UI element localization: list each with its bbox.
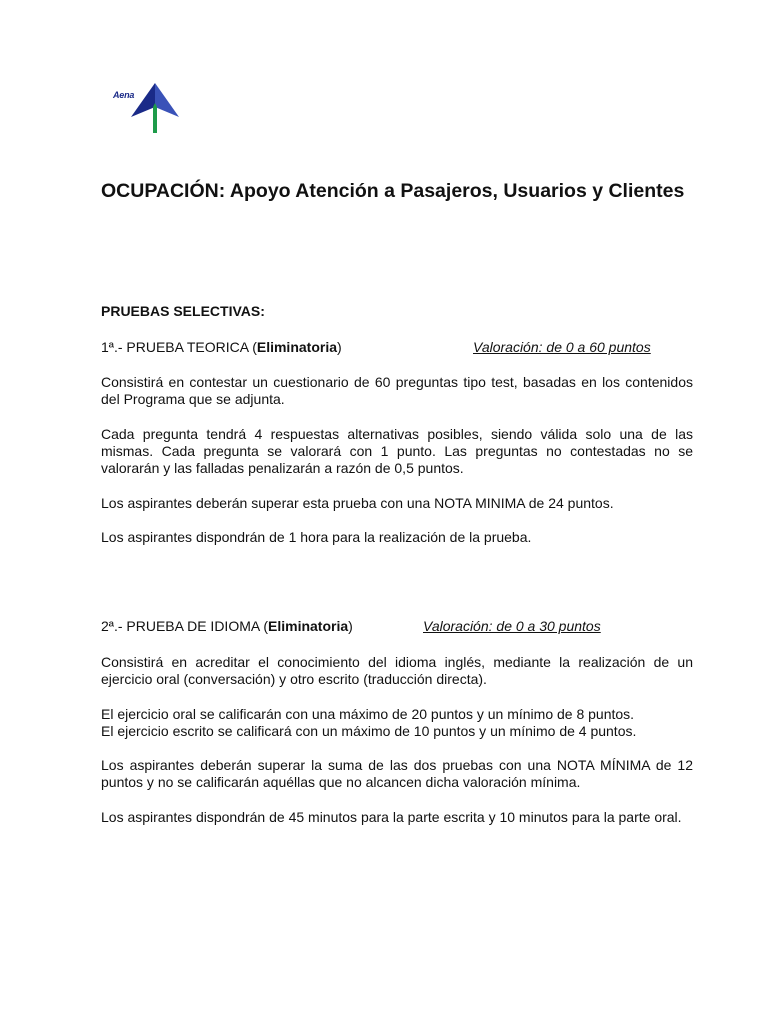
prueba2-paragraph: Los aspirantes dispondrán de 45 minutos para la parte escrita y 10 minutos para la parte oral. <box>101 809 682 825</box>
logo-text: Aena <box>113 90 135 100</box>
prueba1-close: ) <box>337 339 342 355</box>
prueba1-eliminatoria: Eliminatoria <box>256 339 337 355</box>
prueba2-paragraph: El ejercicio oral se calificarán con una máximo de 20 puntos y un mínimo de 8 puntos. <box>101 706 635 722</box>
prueba1-paragraph: Los aspirantes dispondrán de 1 hora para la realización de la prueba. <box>101 529 532 545</box>
aena-logo <box>113 83 185 135</box>
prueba1-paragraph: Cada pregunta tendrá 4 respuestas alternativas posibles, siendo válida solo una de las mismas. Cada pregunta se valorará con 1 punto. Las preguntas no contestadas no se valorarán y las falladas penalizarán a razón de 0,5 puntos. <box>101 426 693 476</box>
page-title: OCUPACIÓN: Apoyo Atención a Pasajeros, Usuarios y Clientes <box>101 180 685 202</box>
prueba2-number: 2ª.- PRUEBA DE IDIOMA ( <box>101 618 268 634</box>
prueba2-paragraph: El ejercicio escrito se calificará con un máximo de 10 puntos y un mínimo de 4 puntos. <box>101 723 637 739</box>
prueba2-heading <box>101 617 353 635</box>
prueba2-paragraph: Consistirá en acreditar el conocimiento del idioma inglés, mediante la realización de un ejercicio oral (conversación) y otro escrito (traducción directa). <box>101 654 693 687</box>
prueba1-paragraph: Consistirá en contestar un cuestionario de 60 preguntas tipo test, basadas en los contenidos del Programa que se adjunta. <box>101 374 693 407</box>
prueba2-close: ) <box>348 618 353 634</box>
prueba1-paragraph: Los aspirantes deberán superar esta prueba con una NOTA MINIMA de 24 puntos. <box>101 495 614 511</box>
section-heading: PRUEBAS SELECTIVAS: <box>101 303 265 319</box>
aena-plane-logo-icon <box>127 83 183 135</box>
prueba2-paragraph: Los aspirantes deberán superar la suma de las dos pruebas con una NOTA MÍNIMA de 12 puntos y no se calificarán aquéllas que no alcancen dicha valoración mínima. <box>101 757 693 790</box>
prueba1-heading <box>101 338 342 356</box>
prueba1-valuation: Valoración: de 0 a 60 puntos <box>473 339 651 355</box>
prueba2-eliminatoria: Eliminatoria <box>268 618 349 634</box>
prueba1-number: 1ª.- PRUEBA TEORICA ( <box>101 339 257 355</box>
prueba2-valuation: Valoración: de 0 a 30 puntos <box>423 618 601 634</box>
